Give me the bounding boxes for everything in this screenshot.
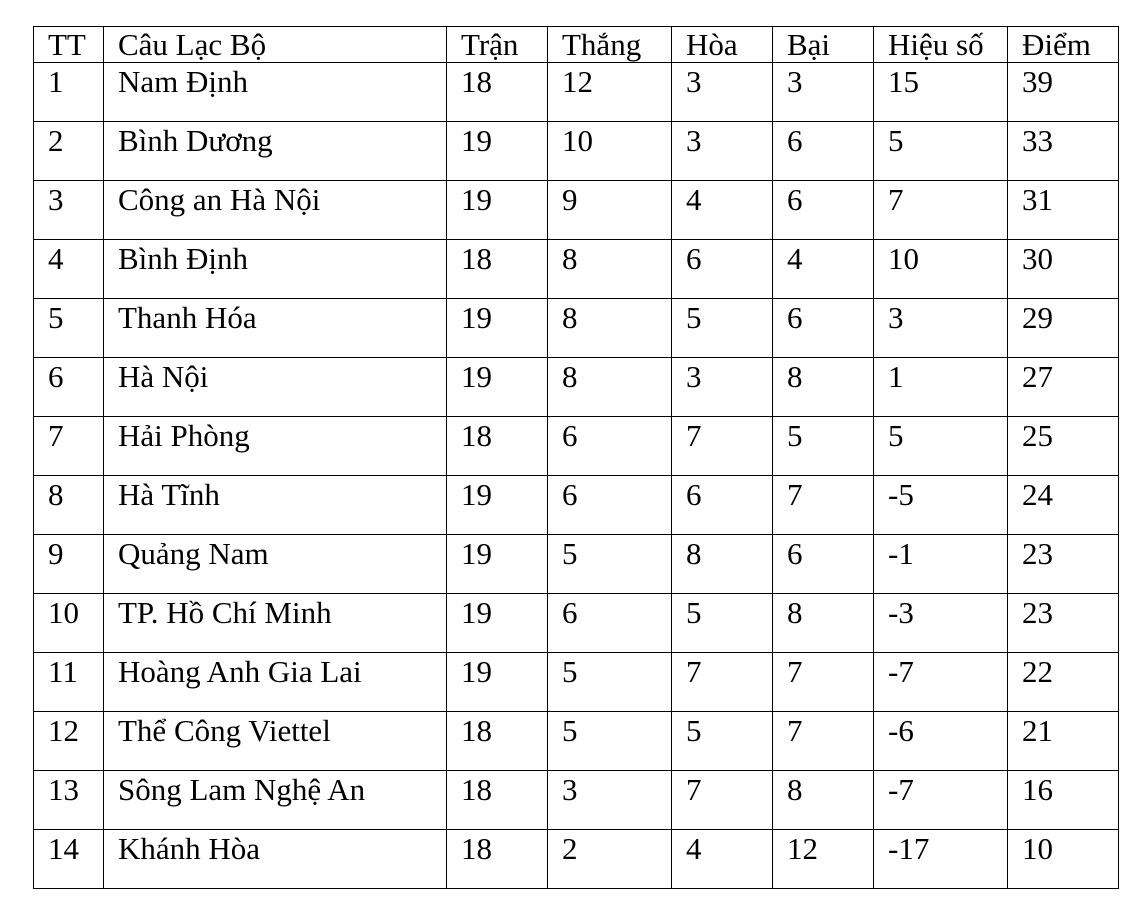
played-cell: 18 bbox=[447, 712, 548, 771]
won-cell: 8 bbox=[548, 299, 672, 358]
header-row bbox=[34, 27, 1119, 63]
table-header bbox=[34, 27, 1119, 63]
goal-difference-cell: 1 bbox=[874, 358, 1008, 417]
won-cell: 8 bbox=[548, 358, 672, 417]
rank-cell: 8 bbox=[34, 476, 104, 535]
won-cell: 5 bbox=[548, 535, 672, 594]
club-cell: Công an Hà Nội bbox=[104, 181, 447, 240]
lost-cell: 5 bbox=[773, 417, 874, 476]
drawn-cell: 6 bbox=[672, 240, 773, 299]
played-cell: 19 bbox=[447, 653, 548, 712]
drawn-cell: 6 bbox=[672, 476, 773, 535]
points-cell: 22 bbox=[1008, 653, 1119, 712]
table-row bbox=[34, 653, 1119, 712]
rank-cell: 3 bbox=[34, 181, 104, 240]
rank-cell: 10 bbox=[34, 594, 104, 653]
rank-cell: 13 bbox=[34, 771, 104, 830]
lost-cell: 7 bbox=[773, 712, 874, 771]
standings-table bbox=[33, 26, 1119, 889]
table-row bbox=[34, 240, 1119, 299]
drawn-cell: 3 bbox=[672, 63, 773, 122]
club-cell: Hà Tĩnh bbox=[104, 476, 447, 535]
lost-cell: 8 bbox=[773, 594, 874, 653]
goal-difference-cell: 10 bbox=[874, 240, 1008, 299]
goal-difference-cell: 5 bbox=[874, 122, 1008, 181]
lost-cell: 7 bbox=[773, 653, 874, 712]
table-row bbox=[34, 299, 1119, 358]
won-cell: 8 bbox=[548, 240, 672, 299]
drawn-cell: 5 bbox=[672, 594, 773, 653]
table-row bbox=[34, 771, 1119, 830]
club-cell: Hoàng Anh Gia Lai bbox=[104, 653, 447, 712]
header-won: Thắng bbox=[548, 27, 672, 63]
club-cell: Bình Dương bbox=[104, 122, 447, 181]
won-cell: 3 bbox=[548, 771, 672, 830]
club-cell: Sông Lam Nghệ An bbox=[104, 771, 447, 830]
played-cell: 19 bbox=[447, 476, 548, 535]
header-points: Điểm bbox=[1008, 27, 1119, 63]
points-cell: 23 bbox=[1008, 594, 1119, 653]
points-cell: 23 bbox=[1008, 535, 1119, 594]
won-cell: 12 bbox=[548, 63, 672, 122]
played-cell: 18 bbox=[447, 63, 548, 122]
drawn-cell: 3 bbox=[672, 122, 773, 181]
lost-cell: 6 bbox=[773, 122, 874, 181]
points-cell: 33 bbox=[1008, 122, 1119, 181]
goal-difference-cell: -7 bbox=[874, 771, 1008, 830]
lost-cell: 3 bbox=[773, 63, 874, 122]
lost-cell: 6 bbox=[773, 299, 874, 358]
goal-difference-cell: -7 bbox=[874, 653, 1008, 712]
lost-cell: 7 bbox=[773, 476, 874, 535]
goal-difference-cell: 3 bbox=[874, 299, 1008, 358]
won-cell: 6 bbox=[548, 417, 672, 476]
header-goal-difference: Hiệu số bbox=[874, 27, 1008, 63]
club-cell: Quảng Nam bbox=[104, 535, 447, 594]
drawn-cell: 4 bbox=[672, 181, 773, 240]
lost-cell: 8 bbox=[773, 771, 874, 830]
club-cell: Thể Công Viettel bbox=[104, 712, 447, 771]
won-cell: 5 bbox=[548, 653, 672, 712]
table-row bbox=[34, 594, 1119, 653]
drawn-cell: 5 bbox=[672, 712, 773, 771]
rank-cell: 11 bbox=[34, 653, 104, 712]
lost-cell: 6 bbox=[773, 535, 874, 594]
drawn-cell: 8 bbox=[672, 535, 773, 594]
played-cell: 19 bbox=[447, 181, 548, 240]
table-row bbox=[34, 358, 1119, 417]
table-row bbox=[34, 417, 1119, 476]
won-cell: 5 bbox=[548, 712, 672, 771]
goal-difference-cell: -3 bbox=[874, 594, 1008, 653]
played-cell: 19 bbox=[447, 358, 548, 417]
club-cell: Hải Phòng bbox=[104, 417, 447, 476]
rank-cell: 9 bbox=[34, 535, 104, 594]
table-body bbox=[34, 63, 1119, 889]
points-cell: 10 bbox=[1008, 830, 1119, 889]
table-row bbox=[34, 63, 1119, 122]
drawn-cell: 7 bbox=[672, 771, 773, 830]
club-cell: Thanh Hóa bbox=[104, 299, 447, 358]
table-row bbox=[34, 712, 1119, 771]
club-cell: TP. Hồ Chí Minh bbox=[104, 594, 447, 653]
rank-cell: 6 bbox=[34, 358, 104, 417]
rank-cell: 2 bbox=[34, 122, 104, 181]
won-cell: 9 bbox=[548, 181, 672, 240]
points-cell: 25 bbox=[1008, 417, 1119, 476]
won-cell: 2 bbox=[548, 830, 672, 889]
rank-cell: 5 bbox=[34, 299, 104, 358]
won-cell: 6 bbox=[548, 594, 672, 653]
points-cell: 31 bbox=[1008, 181, 1119, 240]
club-cell: Khánh Hòa bbox=[104, 830, 447, 889]
goal-difference-cell: -6 bbox=[874, 712, 1008, 771]
header-drawn: Hòa bbox=[672, 27, 773, 63]
points-cell: 39 bbox=[1008, 63, 1119, 122]
won-cell: 6 bbox=[548, 476, 672, 535]
lost-cell: 4 bbox=[773, 240, 874, 299]
table-row bbox=[34, 181, 1119, 240]
drawn-cell: 7 bbox=[672, 417, 773, 476]
goal-difference-cell: -17 bbox=[874, 830, 1008, 889]
rank-cell: 4 bbox=[34, 240, 104, 299]
played-cell: 18 bbox=[447, 771, 548, 830]
table-row bbox=[34, 535, 1119, 594]
goal-difference-cell: 7 bbox=[874, 181, 1008, 240]
rank-cell: 12 bbox=[34, 712, 104, 771]
won-cell: 10 bbox=[548, 122, 672, 181]
drawn-cell: 3 bbox=[672, 358, 773, 417]
club-cell: Hà Nội bbox=[104, 358, 447, 417]
header-played: Trận bbox=[447, 27, 548, 63]
rank-cell: 1 bbox=[34, 63, 104, 122]
club-cell: Bình Định bbox=[104, 240, 447, 299]
played-cell: 18 bbox=[447, 240, 548, 299]
lost-cell: 12 bbox=[773, 830, 874, 889]
points-cell: 30 bbox=[1008, 240, 1119, 299]
points-cell: 21 bbox=[1008, 712, 1119, 771]
played-cell: 19 bbox=[447, 299, 548, 358]
table-row bbox=[34, 476, 1119, 535]
goal-difference-cell: -1 bbox=[874, 535, 1008, 594]
played-cell: 18 bbox=[447, 417, 548, 476]
lost-cell: 8 bbox=[773, 358, 874, 417]
points-cell: 29 bbox=[1008, 299, 1119, 358]
lost-cell: 6 bbox=[773, 181, 874, 240]
played-cell: 19 bbox=[447, 535, 548, 594]
played-cell: 19 bbox=[447, 122, 548, 181]
table-row bbox=[34, 122, 1119, 181]
table-row bbox=[34, 830, 1119, 889]
played-cell: 18 bbox=[447, 830, 548, 889]
club-cell: Nam Định bbox=[104, 63, 447, 122]
drawn-cell: 7 bbox=[672, 653, 773, 712]
played-cell: 19 bbox=[447, 594, 548, 653]
rank-cell: 7 bbox=[34, 417, 104, 476]
header-club: Câu Lạc Bộ bbox=[104, 27, 447, 63]
goal-difference-cell: 15 bbox=[874, 63, 1008, 122]
rank-cell: 14 bbox=[34, 830, 104, 889]
points-cell: 27 bbox=[1008, 358, 1119, 417]
goal-difference-cell: 5 bbox=[874, 417, 1008, 476]
drawn-cell: 4 bbox=[672, 830, 773, 889]
header-lost: Bại bbox=[773, 27, 874, 63]
points-cell: 16 bbox=[1008, 771, 1119, 830]
points-cell: 24 bbox=[1008, 476, 1119, 535]
drawn-cell: 5 bbox=[672, 299, 773, 358]
goal-difference-cell: -5 bbox=[874, 476, 1008, 535]
header-rank: TT bbox=[34, 27, 104, 63]
